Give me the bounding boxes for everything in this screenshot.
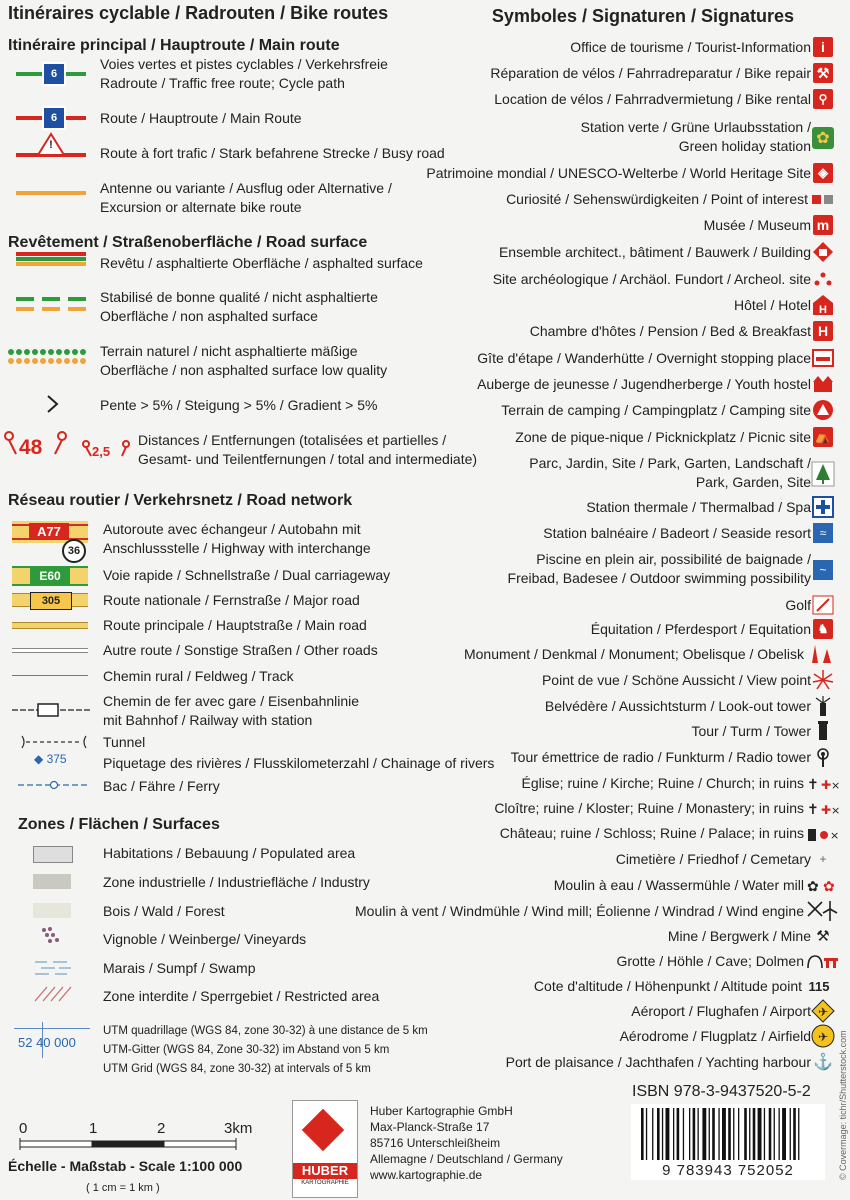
symbol-label: Location de vélos / Fahrradvermietung / Bike rental xyxy=(494,91,811,107)
main-route-swatch xyxy=(16,106,86,130)
road-number-badge: 305 xyxy=(30,592,72,610)
symbol-label: Station thermale / Thermalbad / Spa xyxy=(586,499,811,515)
symbols-title: Symboles / Signaturen / Signatures xyxy=(491,6,794,26)
svg-text:✿: ✿ xyxy=(823,879,835,895)
symbol-label: Tour émettrice de radio / Funkturm / Radio tower xyxy=(510,749,811,765)
camping-icon xyxy=(812,399,834,421)
scale-tick-1: 1 xyxy=(89,1120,98,1137)
bike-rental-icon: ⚲ xyxy=(812,88,834,110)
symbol-label: Point de vue / Schöne Aussicht / View point xyxy=(541,672,811,688)
svg-text:✝: ✝ xyxy=(807,777,819,793)
altitude-icon xyxy=(804,975,834,997)
unesco-icon: ◈ xyxy=(812,162,834,184)
cemetery-icon: + xyxy=(819,852,827,866)
symbol-label: Aérodrome / Flugplatz / Airfield xyxy=(619,1028,811,1044)
svg-text:✈: ✈ xyxy=(817,1005,829,1019)
tower-icon xyxy=(812,720,834,742)
symbol-label: Parc, Jardin, Site / Park, Garten, Landschaft / Park, Garden, Site xyxy=(529,455,811,490)
symbol-label: Office de tourisme / Tourist-Information xyxy=(570,39,811,55)
utm-description: UTM quadrillage (WGS 84, zone 30-32) à une distance de 5 km UTM-Gitter (WGS 84, Zone 30-32) im Abstand von 5 km UTM Grid (WGS 84, zone 30-32) at intervals of 5 km xyxy=(103,1025,428,1075)
svg-text:✿: ✿ xyxy=(807,879,819,895)
horse-icon: ♞ xyxy=(812,618,834,640)
spa-icon xyxy=(812,496,834,518)
gradient-chevron-icon xyxy=(46,394,60,414)
legend-text: Autoroute avec échangeur / Autobahn mit Anschlussstelle / Highway with interchange xyxy=(103,521,371,556)
wrench-icon: ⚒ xyxy=(812,62,834,84)
symbol-label: Golf xyxy=(785,597,811,613)
monastery-icon xyxy=(806,797,841,819)
svg-text:×: × xyxy=(831,804,841,817)
major-road-swatch xyxy=(12,593,88,607)
river-chainage-value: ◆ 375 xyxy=(34,752,67,766)
legend-text: Zone interdite / Sperrgebiet / Restricted area xyxy=(103,988,380,1004)
restricted-area-icon xyxy=(33,985,71,1003)
bike-routes-title: Itinéraires cyclable / Radrouten / Bike routes xyxy=(8,3,389,23)
legend-text: Habitations / Bebauung / Populated area xyxy=(103,845,356,861)
legend-text: Piquetage des rivières / Flusskilometerzahl / Chainage of rivers xyxy=(103,755,495,771)
picnic-icon: ⛺ xyxy=(812,426,834,448)
legend-text: Route principale / Hauptstraße / Main road xyxy=(103,617,367,633)
barcode xyxy=(631,1104,825,1180)
monument-icon xyxy=(806,643,838,665)
mine-icon: ⚒ xyxy=(816,928,830,945)
scale-tick-2: 2 xyxy=(157,1120,166,1137)
scale-tick-0: 0 xyxy=(19,1120,28,1137)
industry-swatch xyxy=(33,874,71,889)
scale-sub: ( 1 cm = 1 km ) xyxy=(86,1182,160,1194)
castle-icon xyxy=(806,822,838,844)
svg-text:✚: ✚ xyxy=(821,778,832,792)
tunnel-swatch xyxy=(20,734,90,750)
utm-grid-swatch xyxy=(14,1028,90,1058)
svg-text:✈: ✈ xyxy=(817,1030,829,1044)
symbol-label: Monument / Denkmal / Monument; Obelisque / Obelisk xyxy=(463,646,804,662)
building-icon xyxy=(812,241,834,263)
legend-text: Chemin de fer avec gare / Eisenbahnlinie mit Bahnhof / Railway with station xyxy=(103,693,360,728)
legend-text: Voies vertes et pistes cyclables / Verkehrsfreie Radroute / Traffic free route; Cycle path xyxy=(100,56,388,91)
ferry-swatch xyxy=(18,778,90,792)
windmill-icon xyxy=(806,900,838,922)
cave-icon xyxy=(806,950,838,972)
symbol-label: Site archéologique / Archäol. Fundort / Archeol. site xyxy=(492,271,811,287)
svg-text:×: × xyxy=(830,829,840,842)
legend-text: Distances / Entfernungen (totalisées et partielles / Gesamt- und Teilentfernungen / total and intermediate) xyxy=(138,432,478,467)
legend-text: Route / Hauptroute / Main Route xyxy=(100,110,302,126)
symbol-label: Belvédère / Aussichtsturm / Look-out tower xyxy=(544,698,811,714)
church-icon xyxy=(806,772,841,794)
bed-icon xyxy=(812,347,834,369)
image-credit: © Covermage: tichr/Shutterstock.com xyxy=(838,1030,848,1180)
legend-text: Voie rapide / Schnellstraße / Dual carriageway xyxy=(103,567,391,583)
interchange-number-badge: 36 xyxy=(62,539,86,563)
main-road-swatch xyxy=(12,622,88,629)
symbol-label: Auberge de jeunesse / Jugendherberge / Youth hostel xyxy=(477,376,811,392)
symbol-label: Gîte d'étape / Wanderhütte / Overnight stopping place xyxy=(477,350,811,366)
legend-text: Chemin rural / Feldweg / Track xyxy=(103,668,294,684)
legend-text: Marais / Sumpf / Swamp xyxy=(103,960,256,976)
symbol-label: Station verte / Grüne Urlaubsstation / Green holiday station xyxy=(580,119,811,154)
symbol-label: Mine / Bergwerk / Mine xyxy=(667,928,811,944)
swamp-icon xyxy=(33,958,73,976)
symbol-label: Tour / Turm / Tower xyxy=(691,723,811,739)
road-network-heading: Réseau routier / Verkehrsnetz / Road network xyxy=(8,492,353,509)
symbol-label: Hôtel / Hotel xyxy=(733,297,811,313)
svg-text:✝: ✝ xyxy=(807,802,819,818)
anchor-icon: ⚓ xyxy=(813,1054,833,1071)
busy-road-swatch: ! xyxy=(16,133,86,163)
symbol-label: Moulin à eau / Wassermühle / Water mill xyxy=(553,877,804,893)
symbol-label: Moulin à vent / Windmühle / Wind mill; Éolienne / Windrad / Wind engine xyxy=(355,903,804,919)
natural-terrain-swatch xyxy=(8,348,88,366)
symbol-label: Piscine en plein air, possibilité de baignade / Freibad, Badesee / Outdoor swimming possibility xyxy=(507,551,811,586)
main-route-heading: Itinéraire principal / Hauptroute / Main route xyxy=(8,37,340,54)
track-swatch xyxy=(12,675,88,676)
svg-text:H: H xyxy=(819,304,827,316)
legend-text: Autre route / Sonstige Straßen / Other roads xyxy=(103,642,378,658)
cycle-path-swatch xyxy=(16,62,86,86)
legend-text: Route nationale / Fernstraße / Major road xyxy=(103,592,360,608)
symbol-label: Aéroport / Flughafen / Airport xyxy=(631,1003,811,1019)
lookout-icon xyxy=(812,695,834,717)
legend-text: Bois / Wald / Forest xyxy=(103,903,225,919)
legend-text: Pente > 5% / Steigung > 5% / Gradient > 5% xyxy=(100,397,378,413)
barcode-bars xyxy=(631,1104,825,1164)
symbol-label: Équitation / Pferdesport / Equitation xyxy=(590,621,811,637)
huber-logo xyxy=(292,1100,358,1198)
railway-station-swatch xyxy=(12,700,90,720)
vineyard-icon xyxy=(40,926,64,946)
airfield-icon xyxy=(812,1025,834,1047)
seaside-icon: ≈ xyxy=(812,522,834,544)
highway-number-badge: A77 xyxy=(29,523,69,540)
utm-number: 52 40 000 xyxy=(18,1035,76,1050)
hotel-icon xyxy=(812,294,834,316)
bnb-icon: H xyxy=(812,320,834,342)
isbn-text: ISBN 978-3-9437520-5-2 xyxy=(632,1083,811,1100)
legend-text: Bac / Fähre / Ferry xyxy=(103,778,220,794)
legend-text: Stabilisé de bonne qualité / nicht asphaltierte Oberfläche / non asphalted surface xyxy=(100,289,378,324)
legend-text: Vignoble / Weinberge/ Vineyards xyxy=(103,931,307,947)
symbol-label: Grotte / Höhle / Cave; Dolmen xyxy=(616,953,804,969)
symbol-label: Cloître; ruine / Kloster; Ruine / Monastery; in ruins xyxy=(494,800,804,816)
poi-icon xyxy=(810,188,834,210)
swim-icon: ~ xyxy=(812,559,834,581)
scale-tick-3: 3km xyxy=(224,1120,253,1137)
archeology-icon xyxy=(812,268,834,290)
scale-bar xyxy=(20,1138,236,1152)
symbol-label: Zone de pique-nique / Picknickplatz / Picnic site xyxy=(515,429,811,445)
logo-text: HUBER xyxy=(293,1163,357,1179)
symbol-label: Réparation de vélos / Fahrradreparatur / Bike repair xyxy=(490,65,811,81)
legend-text: Route à fort trafic / Stark befahrene Strecke / Busy road xyxy=(100,145,445,161)
forest-swatch xyxy=(33,903,71,918)
legend-text: Antenne ou variante / Ausflug oder Alternative / Excursion or alternate bike route xyxy=(100,180,392,215)
viewpoint-icon xyxy=(812,669,834,691)
svg-text:✚: ✚ xyxy=(821,803,832,817)
hostel-icon xyxy=(812,373,834,395)
symbol-label: Patrimoine mondial / UNESCO-Welterbe / World Heritage Site xyxy=(426,165,811,181)
symbol-label: Musée / Museum xyxy=(703,217,811,233)
legend-text: Terrain naturel / nicht asphaltierte mäßige Oberfläche / non asphalted surface low quality xyxy=(100,343,388,378)
logo-sub: KARTOGRAPHIE xyxy=(301,1180,349,1186)
symbol-label: Station balnéaire / Badeort / Seaside resort xyxy=(543,525,811,541)
symbol-label: Port de plaisance / Jachthafen / Yachting harbour xyxy=(505,1054,811,1070)
svg-text:×: × xyxy=(831,779,841,792)
asphalt-swatch xyxy=(16,252,86,266)
watermill-icon xyxy=(806,874,838,896)
legend-text: Revêtu / asphaltierte Oberfläche / asphalted surface xyxy=(100,255,423,271)
eurovelo-badge: 6 xyxy=(42,62,66,86)
symbol-label: Église; ruine / Kirche; Ruine / Church; in ruins xyxy=(521,775,804,791)
zones-heading: Zones / Flächen / Surfaces xyxy=(18,816,220,833)
golf-icon xyxy=(812,594,834,616)
populated-area-swatch xyxy=(33,846,73,863)
surface-heading: Revêtement / Straßenoberfläche / Road surface xyxy=(8,234,368,251)
symbol-label: Château; ruine / Schloss; Ruine / Palace; in ruins xyxy=(499,825,804,841)
road-number-badge: E60 xyxy=(30,568,70,584)
symbol-label: Curiosité / Sehenswürdigkeiten / Point of interest xyxy=(506,191,808,207)
info-icon: i xyxy=(812,36,834,58)
symbol-label: Cote d'altitude / Höhenpunkt / Altitude point xyxy=(533,978,802,994)
green-station-icon: ✿ xyxy=(812,127,834,149)
symbol-label: Ensemble architect., bâtiment / Bauwerk / Building xyxy=(498,244,811,260)
publisher-address: Huber Kartographie GmbH Max-Planck-Straße 17 85716 Unterschleißheim Allemagne / Deutschland / Germany www.kartographie.de xyxy=(370,1104,563,1182)
barcode-digits: 9 783943 752052 xyxy=(662,1162,794,1179)
legend-text: Tunnel xyxy=(103,734,146,750)
symbol-label: Cimetière / Friedhof / Cemetary xyxy=(615,851,811,867)
airport-icon xyxy=(812,1000,834,1022)
scale-label: Échelle - Maßstab - Scale 1:100 000 xyxy=(8,1158,243,1174)
dual-carriageway-swatch xyxy=(12,566,88,586)
legend-text: Zone industrielle / Industriefläche / Industry xyxy=(103,874,370,890)
unpaved-swatch xyxy=(16,297,86,311)
symbol-label: Terrain de camping / Campingplatz / Camping site xyxy=(501,402,811,418)
radio-tower-icon xyxy=(812,746,834,768)
other-road-swatch xyxy=(12,648,88,653)
partial-distance-value: 2,5 xyxy=(92,444,111,459)
alternate-route-swatch xyxy=(16,188,86,198)
museum-icon: m xyxy=(812,214,834,236)
symbol-label: Chambre d'hôtes / Pension / Bed & Breakfast xyxy=(529,323,811,339)
eurovelo-badge: 6 xyxy=(42,106,66,130)
altitude-value: 115 xyxy=(808,978,830,994)
total-distance-value: 48 xyxy=(19,436,43,459)
tree-icon xyxy=(812,463,834,485)
